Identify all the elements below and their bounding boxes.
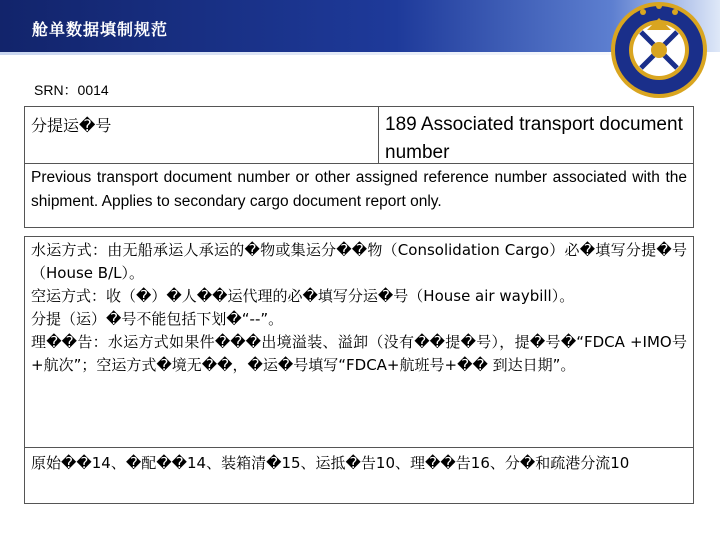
filling-rules: [24, 236, 694, 448]
china-customs-emblem-icon: [603, 0, 715, 104]
element-header-row: [24, 106, 694, 164]
element-name-en: 189 Associated transport document number: [385, 114, 683, 163]
page-title: 舱单数据填制规范: [32, 20, 169, 39]
message-types: 原始��14、�配��14、装箱清�15、运抵�告10、理��告16、分�和疏港分流10: [24, 448, 694, 504]
column-divider: [378, 107, 379, 163]
element-name-cn: 分提运�号: [31, 116, 112, 135]
rule-no-underscore: 分提（运）�号不能包括下划�“--”。: [31, 310, 284, 328]
english-description: Previous transport document number or other assigned reference number associated with the shipment. Applies to secondary cargo document report only.: [24, 164, 694, 228]
srn-code: SRN：0014: [34, 82, 109, 98]
rule-tally-report: 理��告：水运方式如果件���出境溢装、溢卸（没有��提�号），提�号�“FDCA +IMO号+航次”；空运方式�境无��，�运�号填写“FDCA+航班号+�� 到达日期”。: [31, 333, 687, 374]
rule-air: 空运方式：收（�）�人��运代理的必�填写分运�号（House air waybill）。: [31, 287, 575, 305]
rule-waterway: 水运方式：由无船承运人承运的�物或集运分��物（Consolidation Cargo）必�填写分提�号（House B/L）。: [31, 241, 687, 282]
